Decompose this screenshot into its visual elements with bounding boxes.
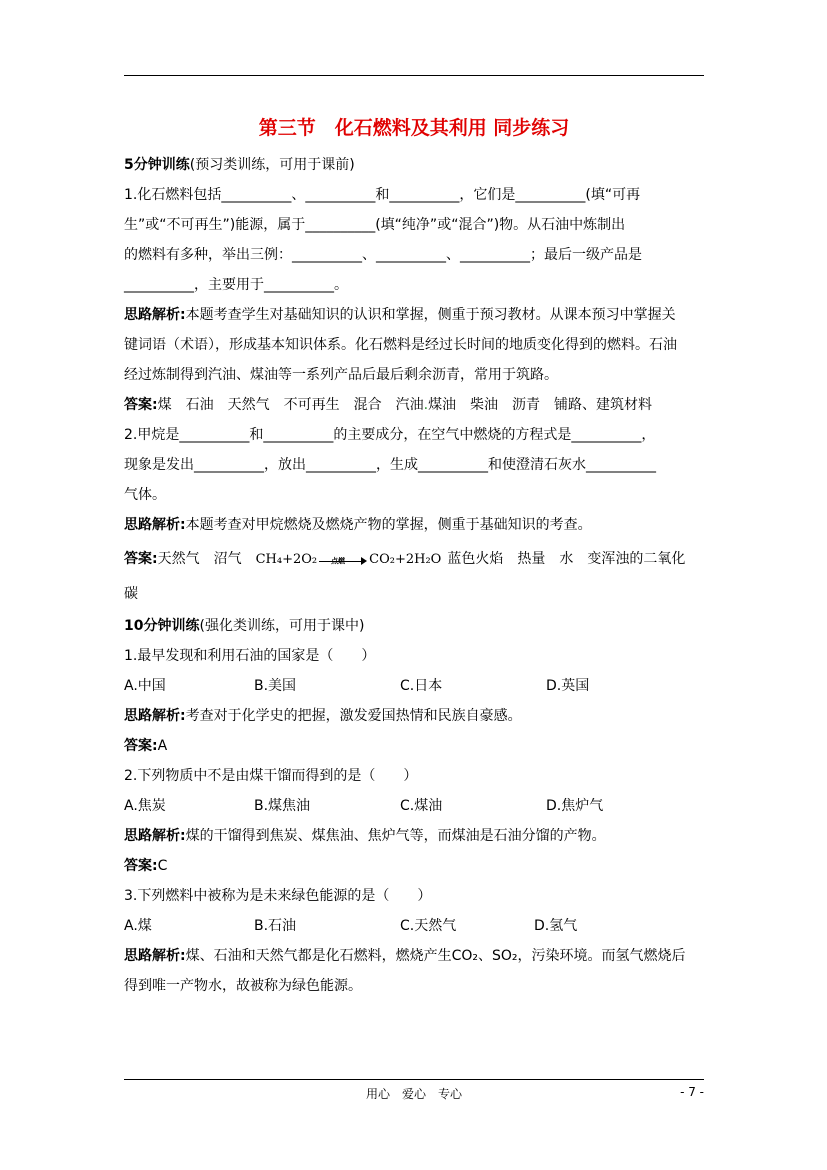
analysis-2 bbox=[124, 510, 704, 540]
option-d: D.焦炉气 bbox=[546, 798, 604, 814]
option-c: C.煤油 bbox=[400, 798, 443, 814]
q2-line-2: 现象是发出__________，放出__________，生成__________和使澄清石灰水__________ bbox=[124, 457, 656, 473]
option-b: B.石油 bbox=[254, 918, 297, 934]
option-d: D.英国 bbox=[546, 678, 590, 694]
reaction-condition: 点燃 bbox=[331, 555, 346, 565]
combustion-equation bbox=[256, 552, 442, 567]
page-title: 第三节 化石燃料及其利用 同步练习 bbox=[258, 117, 570, 139]
analysis-5 bbox=[124, 941, 704, 971]
page-number: - 7 - bbox=[680, 1085, 704, 1099]
answer-text: A bbox=[157, 738, 168, 754]
q1-line-2: 生”或“不可再生”)能源，属于__________(填“纯净”或“混合”)物。从石油中炼制出 bbox=[124, 217, 626, 233]
analysis-label: 思路解析: bbox=[124, 708, 186, 724]
answer-text: 煤 石油 天然气 不可再生 混合 汽油 bbox=[157, 397, 424, 413]
section-heading-5min bbox=[124, 150, 704, 180]
option-b: B.美国 bbox=[254, 678, 297, 694]
q4: 2.下列物质中不是由煤干馏而得到的是（ ） bbox=[124, 768, 418, 784]
option-a: A.中国 bbox=[124, 678, 166, 694]
answer-4 bbox=[124, 851, 704, 881]
q1-line-3: 的燃料有多种，举出三例：__________、__________、__________；最后一级产品是 bbox=[124, 247, 642, 263]
answer-text: 天然气 沼气 bbox=[157, 551, 242, 567]
document-body bbox=[124, 150, 704, 1001]
answer-label: 答案: bbox=[124, 858, 158, 874]
q3: 1.最早发现和利用石油的国家是（ ） bbox=[124, 648, 376, 664]
option-a: A.煤 bbox=[124, 918, 152, 934]
analysis-label: 思路解析: bbox=[124, 948, 186, 964]
q5: 3.下列燃料中被称为是未来绿色能源的是（ ） bbox=[124, 888, 432, 904]
section-note: (强化类训练，可用于课中) bbox=[199, 618, 365, 634]
footer-motto: 用心 爱心 专心 bbox=[365, 1087, 462, 1101]
answer-2 bbox=[124, 544, 704, 575]
analysis-text: 考查对于化学史的把握，激发爱国热情和民族自豪感。 bbox=[185, 708, 522, 724]
analysis-4 bbox=[124, 821, 704, 851]
answer-text: C bbox=[157, 858, 168, 874]
q2-line-1: 2.甲烷是__________和__________的主要成分，在空气中燃烧的方程式是__________， bbox=[124, 427, 656, 443]
section-head: 10分钟训练 bbox=[124, 618, 200, 634]
answer-2-line-2: 碳 bbox=[124, 586, 138, 602]
option-c: C.天然气 bbox=[400, 918, 457, 934]
answer-text-2: 煤油 柴油 沥青 铺路、建筑材料 bbox=[428, 397, 653, 413]
q1-line-1: 1.化石燃料包括__________、__________和__________，它们是__________(填“可再 bbox=[124, 187, 641, 203]
equation-products: CO₂+2H₂O bbox=[369, 552, 442, 567]
option-d: D.氢气 bbox=[534, 918, 578, 934]
q4-options bbox=[124, 791, 704, 821]
analysis-3 bbox=[124, 701, 704, 731]
analysis-label: 思路解析: bbox=[124, 307, 186, 323]
analysis-5-line-2: 得到唯一产物水，故被称为绿色能源。 bbox=[124, 978, 362, 994]
analysis-text: 煤、石油和天然气都是化石燃料，燃烧产生CO₂、SO₂，污染环境。而氢气燃烧后 bbox=[185, 948, 686, 964]
answer-dot: . bbox=[423, 397, 429, 413]
answer-label: 答案: bbox=[124, 397, 158, 413]
answer-1 bbox=[124, 390, 704, 420]
analysis-label: 思路解析: bbox=[124, 828, 186, 844]
equation-reactants: CH₄+2O₂ bbox=[255, 552, 318, 567]
analysis-text: 煤的干馏得到焦炭、煤焦油、焦炉气等，而煤油是石油分馏的产物。 bbox=[185, 828, 606, 844]
q1-line-4: __________，主要用于__________。 bbox=[124, 277, 348, 293]
section-heading-10min bbox=[124, 611, 704, 641]
reaction-arrow-icon bbox=[319, 555, 367, 565]
answer-label: 答案: bbox=[124, 551, 158, 567]
analysis-text: 本题考查学生对基础知识的认识和掌握，侧重于预习教材。从课本预习中掌握关 bbox=[185, 307, 676, 323]
analysis-1 bbox=[124, 300, 704, 330]
section-note: (预习类训练，可用于课前) bbox=[189, 157, 355, 173]
option-b: B.煤焦油 bbox=[254, 798, 311, 814]
option-a: A.焦炭 bbox=[124, 798, 166, 814]
answer-label: 答案: bbox=[124, 738, 158, 754]
q3-options bbox=[124, 671, 704, 701]
analysis-1-line-2: 键词语（术语），形成基本知识体系。化石燃料是经过长时间的地质变化得到的燃料。石油 bbox=[124, 337, 677, 353]
q5-options bbox=[124, 911, 704, 941]
answer-text-2: 蓝色火焰 热量 水 变浑浊的二氧化 bbox=[447, 551, 686, 567]
option-c: C.日本 bbox=[400, 678, 443, 694]
analysis-text: 本题考查对甲烷燃烧及燃烧产物的掌握，侧重于基础知识的考查。 bbox=[185, 517, 592, 533]
footer-rule bbox=[124, 1079, 704, 1080]
section-head: 5分钟训练 bbox=[124, 157, 190, 173]
analysis-label: 思路解析: bbox=[124, 517, 186, 533]
q2-line-3: 气体。 bbox=[124, 487, 166, 503]
answer-3 bbox=[124, 731, 704, 761]
analysis-1-line-3: 经过炼制得到汽油、煤油等一系列产品后最后剩余沥青，常用于筑路。 bbox=[124, 367, 558, 383]
header-rule bbox=[124, 75, 704, 76]
